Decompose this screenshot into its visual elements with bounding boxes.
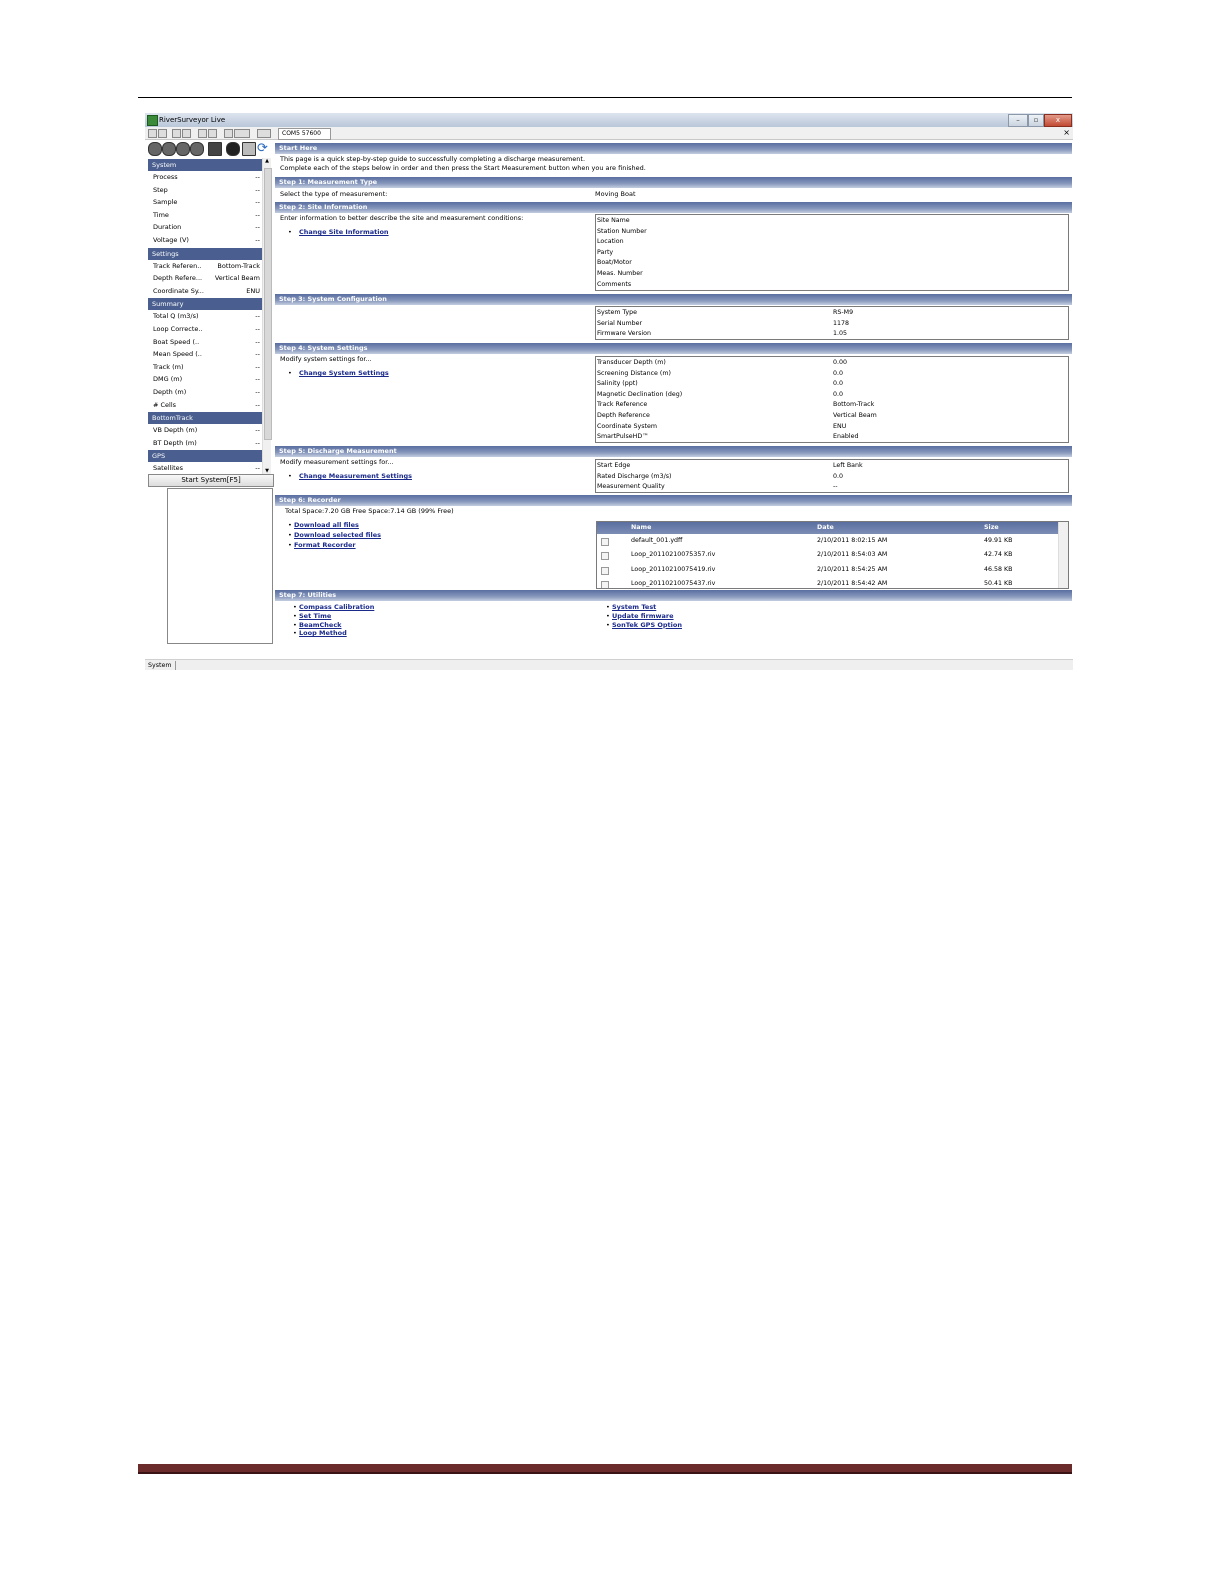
status-label: Total Q (m3/s) — [153, 312, 199, 321]
file-name: default_001.ydff — [631, 537, 683, 544]
field-label: Depth Reference — [597, 412, 650, 419]
bullet: • — [288, 228, 292, 236]
status-value: Vertical Beam — [214, 274, 260, 283]
status-value: -- — [255, 198, 260, 207]
field-value[interactable]: 0.0 — [833, 369, 844, 377]
step1-header: Step 1: Measurement Type — [275, 177, 1072, 188]
file-name: Loop_20110210075419.riv — [631, 565, 716, 573]
status-row — [148, 373, 262, 386]
memory-icon[interactable] — [242, 142, 256, 156]
status-label: Duration — [153, 223, 182, 232]
close-window-button[interactable]: x — [1044, 114, 1072, 127]
utility-link[interactable]: Compass Calibration — [299, 603, 375, 611]
file-name: Loop_20110210075357.riv — [631, 551, 716, 559]
recorder-space: Total Space:7.20 GB Free Space:7.14 GB (99% Free) — [285, 507, 454, 515]
bullet: • — [288, 530, 292, 539]
status-value: -- — [255, 324, 260, 333]
maximize-button[interactable]: ▫ — [1028, 114, 1044, 127]
step1-prompt: Select the type of measurement: — [280, 190, 388, 198]
status-label: DMG (m) — [153, 375, 183, 384]
utility-link[interactable]: Set Time — [299, 611, 332, 620]
status-row — [148, 336, 262, 349]
system-config-box — [595, 306, 1069, 340]
status-row — [148, 462, 262, 475]
field-label: Salinity (ppt) — [597, 380, 638, 388]
field-label: Party — [597, 248, 614, 256]
status-label: Track Referen.. — [153, 261, 202, 270]
file-size: 49.91 KB — [984, 537, 1013, 544]
field-label: Station Number — [597, 227, 647, 235]
status-panel-scrollbar[interactable] — [262, 158, 271, 474]
discharge-settings-box — [595, 459, 1069, 493]
step5-prompt: Modify measurement settings for... — [280, 458, 394, 466]
view-icon[interactable] — [182, 129, 191, 138]
bullet: • — [293, 603, 297, 611]
file-size: 46.58 KB — [984, 565, 1013, 573]
status-row — [148, 234, 262, 247]
close-tab-icon[interactable]: × — [1063, 128, 1070, 137]
field-label: SmartPulseHD™ — [597, 433, 649, 441]
field-label: Rated Discharge (m3/s) — [597, 472, 672, 480]
status-row — [148, 221, 262, 234]
utility-link[interactable]: SonTek GPS Option — [612, 620, 682, 629]
panel-section-header: Summary — [148, 298, 262, 310]
status-value: -- — [255, 400, 260, 409]
status-value: -- — [255, 387, 260, 396]
help-icon[interactable] — [257, 129, 271, 138]
step5-header: Step 5: Discharge Measurement — [275, 446, 1072, 457]
status-label: # Cells — [153, 400, 177, 409]
page-top-rule — [138, 97, 1072, 98]
scroll-down-icon[interactable]: ▼ — [265, 468, 269, 474]
status-label: Voltage (V) — [153, 235, 189, 244]
field-label: Track Reference — [597, 401, 648, 409]
status-row — [148, 196, 262, 209]
status-value: -- — [255, 312, 260, 321]
status-row — [148, 285, 262, 298]
bullet: • — [606, 611, 610, 620]
gps-icon[interactable] — [176, 142, 190, 156]
minimize-button[interactable]: – — [1008, 114, 1028, 127]
field-label: Firmware Version — [597, 330, 652, 338]
step7-header: Step 7: Utilities — [275, 590, 1072, 601]
field-value[interactable]: Bottom-Track — [833, 401, 875, 409]
panel-section-header: GPS — [148, 450, 262, 462]
file-size: 42.74 KB — [984, 551, 1013, 559]
panel-section-header: System — [148, 159, 262, 171]
field-value[interactable]: 0.0 — [833, 390, 844, 398]
bullet: • — [288, 540, 292, 549]
field-label: Comments — [597, 280, 632, 288]
file-name: Loop_20110210075437.riv — [631, 580, 716, 588]
panel-section-header: Settings — [148, 248, 262, 260]
field-label: Boat/Motor — [597, 259, 632, 267]
save-icon[interactable] — [158, 129, 167, 138]
status-row — [148, 361, 262, 374]
file-row[interactable] — [597, 548, 1059, 562]
status-label: VB Depth (m) — [153, 426, 198, 435]
status-bar — [145, 659, 1073, 670]
column-size[interactable]: Size — [984, 524, 999, 531]
globe-icon[interactable] — [198, 129, 207, 138]
status-row — [148, 348, 262, 361]
beam-icon[interactable] — [226, 142, 240, 156]
status-value: -- — [255, 337, 260, 346]
field-label: Magnetic Declination (deg) — [597, 390, 683, 398]
file-row[interactable] — [597, 534, 1059, 548]
file-size: 50.41 KB — [984, 580, 1013, 588]
file-table-header — [597, 522, 1059, 534]
status-row — [148, 272, 262, 285]
file-checkbox[interactable] — [601, 567, 609, 575]
file-checkbox[interactable] — [601, 538, 609, 546]
status-label: Loop Correcte.. — [153, 324, 203, 333]
recorder-link[interactable]: Download all files — [294, 521, 359, 529]
change-system-settings-link[interactable]: Change System Settings — [299, 369, 389, 377]
status-row — [148, 424, 262, 437]
status-row — [148, 437, 262, 450]
field-value[interactable]: Enabled — [833, 433, 859, 441]
bullet: • — [606, 603, 610, 611]
app-icon — [147, 115, 158, 126]
status-label: Depth (m) — [153, 387, 187, 396]
field-label: Location — [597, 238, 624, 246]
status-label: Step — [153, 185, 168, 194]
status-row — [148, 209, 262, 222]
field-label: Site Name — [597, 217, 630, 224]
status-value: -- — [255, 185, 260, 194]
panel-section-header: BottomTrack — [148, 412, 262, 424]
file-date: 2/10/2011 8:54:25 AM — [817, 565, 888, 573]
status-value: -- — [255, 375, 260, 384]
step2-header: Step 2: Site Information — [275, 202, 1072, 213]
bullet: • — [293, 611, 297, 620]
status-row — [148, 323, 262, 336]
status-value: -- — [255, 223, 260, 232]
file-row[interactable] — [597, 577, 1059, 589]
column-name[interactable]: Name — [631, 524, 652, 531]
recorder-link[interactable]: Format Recorder — [294, 540, 356, 549]
intro-line-2: Complete each of the steps below in order and then press the Start Measurement button when you are finished. — [280, 164, 646, 172]
field-value[interactable]: 0.00 — [833, 359, 848, 366]
app-window — [145, 113, 1073, 670]
scroll-up-icon[interactable]: ▲ — [265, 158, 269, 164]
measurement-type-value[interactable]: Moving Boat — [595, 190, 636, 198]
file-date: 2/10/2011 8:02:15 AM — [817, 537, 888, 544]
field-label: Coordinate System — [597, 422, 658, 430]
utility-link[interactable]: Loop Method — [299, 629, 347, 638]
status-value: -- — [255, 235, 260, 244]
field-value[interactable]: 1.05 — [833, 330, 848, 338]
field-value[interactable]: RS-M9 — [833, 309, 854, 316]
status-value: -- — [255, 350, 260, 359]
bullet: • — [288, 521, 292, 529]
status-label: Coordinate Sy... — [153, 286, 204, 295]
status-row — [148, 184, 262, 197]
edit-icon[interactable] — [224, 129, 233, 138]
bullet: • — [293, 620, 297, 629]
title-bar — [145, 113, 1073, 127]
field-value[interactable]: -- — [833, 483, 838, 491]
open-icon[interactable] — [148, 129, 157, 138]
refresh-icon[interactable]: ⟳ — [257, 141, 268, 156]
system-settings-box — [595, 356, 1069, 443]
status-label: Time — [153, 210, 169, 219]
status-value: -- — [255, 426, 260, 435]
status-value: Bottom-Track — [217, 261, 260, 270]
utility-link[interactable]: Update firmware — [612, 611, 674, 620]
start-here-page — [275, 141, 1072, 641]
status-row — [148, 399, 262, 412]
recorder-icon[interactable] — [190, 142, 204, 156]
recorder-link[interactable]: Download selected files — [294, 530, 382, 539]
file-checkbox[interactable] — [601, 581, 609, 589]
status-value: -- — [255, 438, 260, 447]
intro-line-1: This page is a quick step-by-step guide to successfully completing a discharge measurement. — [280, 155, 586, 163]
status-value: -- — [255, 173, 260, 181]
status-label: Track (m) — [153, 362, 184, 371]
toolbar — [145, 127, 1073, 140]
bullet: • — [293, 629, 297, 638]
field-value[interactable]: 0.0 — [833, 472, 844, 480]
recorder-file-table — [596, 521, 1069, 589]
file-checkbox[interactable] — [601, 552, 609, 560]
status-label: Mean Speed (.. — [153, 350, 202, 359]
field-label: Serial Number — [597, 319, 643, 327]
field-value[interactable]: Left Bank — [833, 462, 863, 469]
file-date: 2/10/2011 8:54:42 AM — [817, 580, 888, 588]
start-here-header: Start Here — [275, 143, 1072, 154]
status-label: Boat Speed (.. — [153, 337, 200, 346]
site-info-box — [595, 214, 1069, 291]
field-value[interactable]: Vertical Beam — [833, 412, 877, 419]
status-value: ENU — [246, 286, 260, 295]
status-panel — [148, 158, 262, 475]
change-measurement-settings-link[interactable]: Change Measurement Settings — [299, 472, 412, 480]
step4-header: Step 4: System Settings — [275, 343, 1072, 354]
field-label: Screening Distance (m) — [597, 369, 671, 377]
battery-icon[interactable] — [208, 142, 222, 156]
status-value: -- — [255, 362, 260, 371]
bullet: • — [288, 472, 292, 480]
start-system-button[interactable]: Start System[F5] — [148, 474, 274, 487]
status-tab-system[interactable]: System — [148, 661, 176, 670]
field-value[interactable]: ENU — [833, 422, 847, 430]
status-value: -- — [255, 210, 260, 219]
status-label: Sample — [153, 198, 178, 207]
field-label: Meas. Number — [597, 270, 643, 277]
step6-header: Step 6: Recorder — [275, 495, 1072, 506]
window-title: RiverSurveyor Live — [159, 116, 226, 124]
status-label: Process — [153, 173, 178, 181]
instrument-icon[interactable] — [148, 142, 162, 156]
field-value[interactable]: 1178 — [833, 319, 850, 327]
compass-icon[interactable] — [162, 142, 176, 156]
file-date: 2/10/2011 8:54:03 AM — [817, 551, 888, 559]
status-row — [148, 310, 262, 323]
instrument-icon-strip — [148, 141, 275, 157]
field-label: Transducer Depth (m) — [597, 359, 666, 366]
field-label: Measurement Quality — [597, 483, 665, 491]
status-row — [148, 260, 262, 273]
step2-prompt: Enter information to better describe the site and measurement conditions: — [280, 214, 524, 222]
preview-pane — [167, 488, 273, 644]
status-label: BT Depth (m) — [153, 438, 197, 447]
change-site-information-link[interactable]: Change Site Information — [299, 228, 389, 236]
step3-header: Step 3: System Configuration — [275, 294, 1072, 305]
column-date[interactable]: Date — [817, 524, 834, 531]
tab-com-port[interactable]: COM5 57600 — [278, 128, 331, 140]
bullet: • — [288, 369, 292, 377]
flag-icon[interactable] — [234, 129, 250, 138]
status-row — [148, 386, 262, 399]
scroll-thumb[interactable] — [264, 168, 272, 440]
connect-icon[interactable] — [172, 129, 181, 138]
status-label: Depth Refere... — [153, 274, 203, 283]
utility-link[interactable]: System Test — [612, 603, 657, 611]
utility-link[interactable]: BeamCheck — [299, 620, 342, 629]
status-row — [148, 171, 262, 184]
step4-prompt: Modify system settings for... — [280, 355, 372, 363]
field-label: Start Edge — [597, 462, 631, 469]
file-table-scrollbar[interactable] — [1058, 522, 1068, 588]
status-value: -- — [255, 464, 260, 473]
field-label: System Type — [597, 309, 637, 316]
field-value[interactable]: 0.0 — [833, 380, 844, 388]
bullet: • — [606, 620, 610, 629]
page-footer-rule — [138, 1464, 1072, 1474]
status-label: Satellites — [153, 464, 184, 473]
map-icon[interactable] — [208, 129, 217, 138]
file-row[interactable] — [597, 563, 1059, 577]
